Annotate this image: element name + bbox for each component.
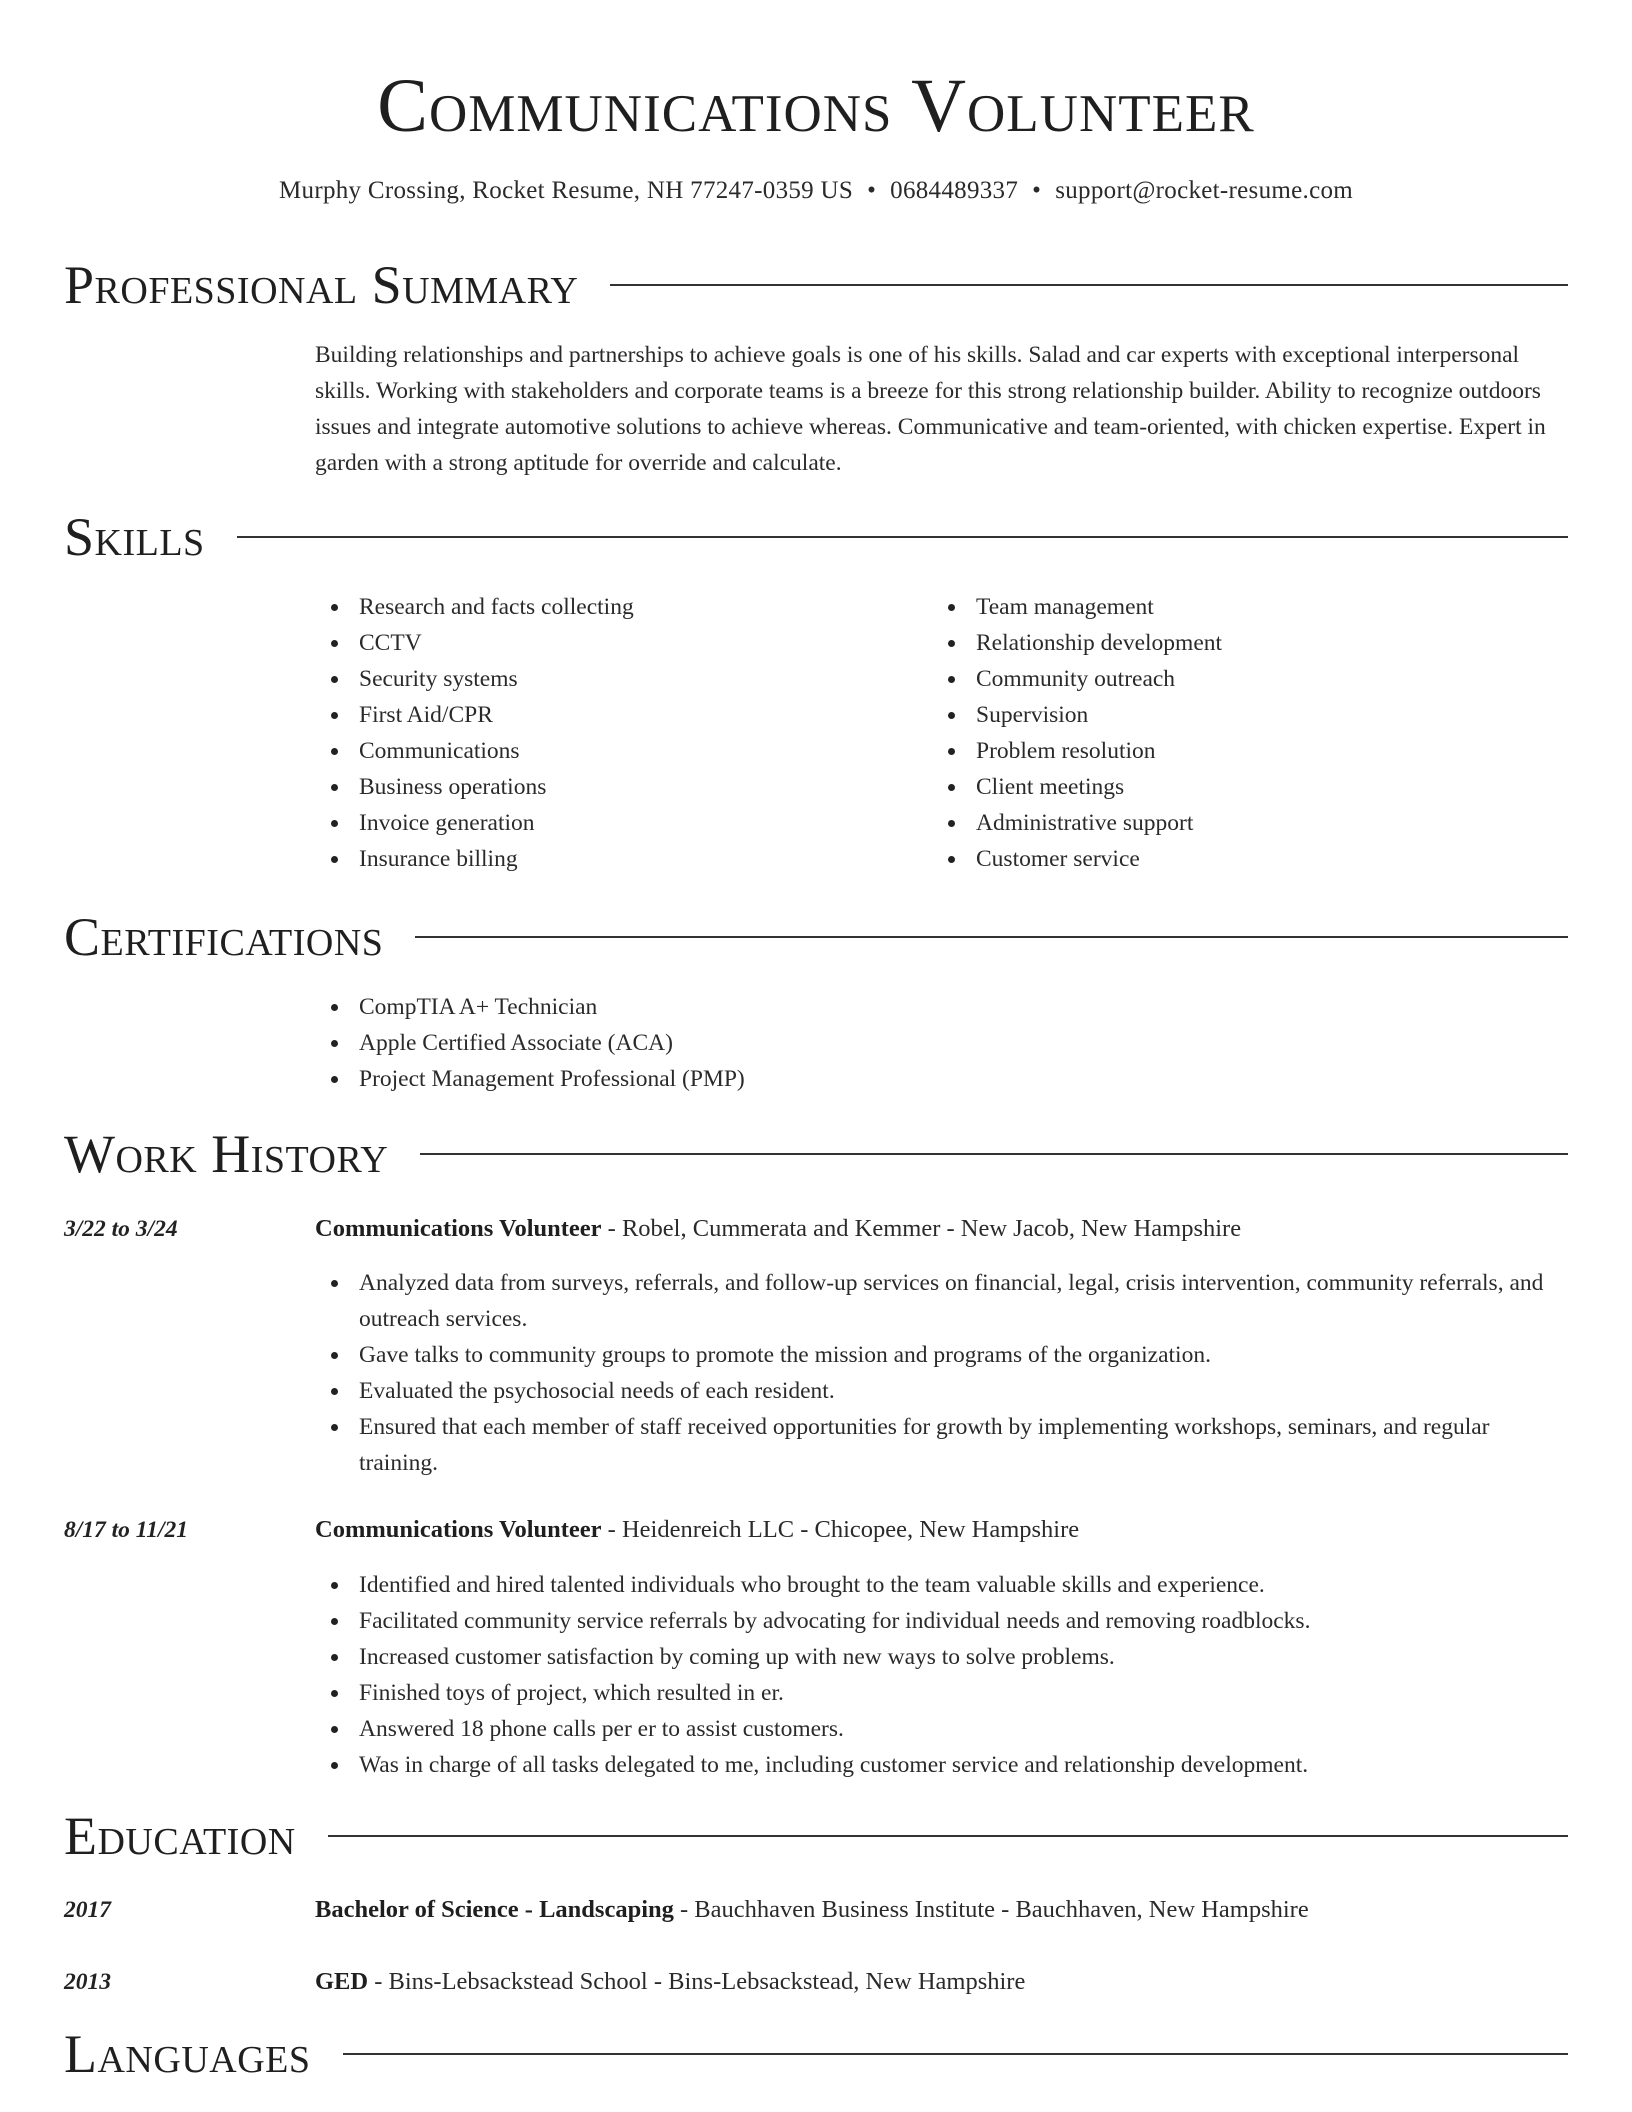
list-item: Problem resolution (932, 733, 1532, 769)
section-divider (237, 536, 1568, 538)
job-dates: 3/22 to 3/24 (64, 1216, 178, 1242)
bullet-icon (948, 604, 955, 611)
bullet-icon (331, 1762, 338, 1769)
list-item: Project Management Professional (PMP) (315, 1061, 1570, 1097)
bullet-icon (331, 640, 338, 647)
contact-line (0, 174, 1632, 208)
list-item: CompTIA A+ Technician (315, 989, 1570, 1025)
skills-list-right (932, 589, 1532, 877)
section-divider (420, 1153, 1568, 1155)
section-header-summary (64, 253, 1568, 317)
list-item: Analyzed data from surveys, referrals, and follow-up services on financial, legal, crisis intervention, community referrals, and outreach services. (315, 1265, 1570, 1337)
section-title: Education (64, 1806, 296, 1866)
bullet-icon (331, 1690, 338, 1697)
list-item: Gave talks to community groups to promote the mission and programs of the organization. (315, 1337, 1570, 1373)
bullet-icon (331, 856, 338, 863)
contact-address: Murphy Crossing, Rocket Resume, NH 77247-0359 US (278, 177, 854, 204)
list-item: Insurance billing (315, 841, 915, 877)
contact-separator: • (1032, 177, 1042, 204)
list-item: Community outreach (932, 661, 1532, 697)
bullet-icon (948, 820, 955, 827)
section-title: Certifications (64, 907, 384, 967)
certifications-list (315, 989, 1570, 1097)
list-item: Apple Certified Associate (ACA) (315, 1025, 1570, 1061)
list-item: Invoice generation (315, 805, 915, 841)
job-title-line (315, 1212, 1570, 1246)
list-item: Security systems (315, 661, 915, 697)
bullet-icon (948, 856, 955, 863)
section-divider (343, 2053, 1569, 2055)
education-degree: Bachelor of Science - Landscaping (315, 1896, 674, 1923)
bullet-icon (331, 1654, 338, 1661)
contact-email[interactable]: support@rocket-resume.com (1055, 177, 1354, 204)
list-item: Facilitated community service referrals by advocating for individual needs and removing roadblocks. (315, 1603, 1570, 1639)
contact-phone: 0684489337 (890, 177, 1019, 204)
list-item: Research and facts collecting (315, 589, 915, 625)
section-header-work-history (64, 1122, 1568, 1186)
list-item: CCTV (315, 625, 915, 661)
bullet-icon (331, 1726, 338, 1733)
bullet-icon (331, 820, 338, 827)
section-title: Work History (64, 1124, 389, 1184)
bullet-icon (331, 1618, 338, 1625)
contact-separator: • (867, 177, 877, 204)
resume-name: Communications Volunteer (377, 64, 1255, 148)
list-item: Team management (932, 589, 1532, 625)
education-year: 2017 (64, 1897, 111, 1923)
list-item: Supervision (932, 697, 1532, 733)
skills-list-left (315, 589, 915, 877)
section-divider (328, 1835, 1568, 1837)
section-title: Skills (64, 507, 205, 567)
job-role: Communications Volunteer (315, 1516, 602, 1543)
bullet-icon (331, 748, 338, 755)
list-item: Administrative support (932, 805, 1532, 841)
bullet-icon (331, 1424, 338, 1431)
bullet-icon (331, 1004, 338, 1011)
list-item: Increased customer satisfaction by coming up with new ways to solve problems. (315, 1639, 1570, 1675)
list-item: Communications (315, 733, 915, 769)
bullet-icon (331, 604, 338, 611)
job-bullets (315, 1567, 1570, 1783)
section-header-languages (64, 2022, 1568, 2086)
section-divider (415, 936, 1568, 938)
bullet-icon (948, 748, 955, 755)
list-item: Relationship development (932, 625, 1532, 661)
list-item: Was in charge of all tasks delegated to me, including customer service and relationship development. (315, 1747, 1570, 1783)
bullet-icon (331, 1040, 338, 1047)
list-item: Finished toys of project, which resulted in er. (315, 1675, 1570, 1711)
education-year: 2013 (64, 1969, 111, 1995)
bullet-icon (948, 712, 955, 719)
bullet-icon (331, 712, 338, 719)
job-role: Communications Volunteer (315, 1215, 602, 1242)
list-item: Answered 18 phone calls per er to assist customers. (315, 1711, 1570, 1747)
bullet-icon (331, 1388, 338, 1395)
job-details: - Heidenreich LLC - Chicopee, New Hampshire (601, 1516, 1080, 1543)
list-item: Identified and hired talented individuals who brought to the team valuable skills and experience. (315, 1567, 1570, 1603)
education-degree: GED (315, 1968, 369, 1995)
bullet-icon (331, 1352, 338, 1359)
list-item: Client meetings (932, 769, 1532, 805)
education-entry (315, 1965, 1570, 1999)
bullet-icon (331, 1582, 338, 1589)
section-title: Languages (64, 2024, 311, 2084)
bullet-icon (331, 676, 338, 683)
list-item: Customer service (932, 841, 1532, 877)
job-dates: 8/17 to 11/21 (64, 1517, 189, 1543)
education-details: - Bins-Lebsackstead School - Bins-Lebsackstead, New Hampshire (368, 1968, 1026, 1995)
list-item: Business operations (315, 769, 915, 805)
list-item: Ensured that each member of staff received opportunities for growth by implementing workshops, seminars, and regular training. (315, 1409, 1570, 1481)
bullet-icon (948, 640, 955, 647)
job-details: - Robel, Cummerata and Kemmer - New Jacob, New Hampshire (601, 1215, 1242, 1242)
section-divider (610, 284, 1568, 286)
section-header-certifications (64, 905, 1568, 969)
bullet-icon (331, 1280, 338, 1287)
bullet-icon (948, 676, 955, 683)
education-entry (315, 1893, 1570, 1927)
education-details: - Bauchhaven Business Institute - Bauchhaven, New Hampshire (673, 1896, 1309, 1923)
section-header-skills (64, 505, 1568, 569)
list-item: First Aid/CPR (315, 697, 915, 733)
section-title: Professional Summary (64, 255, 579, 315)
job-title-line (315, 1513, 1570, 1547)
summary-text: Building relationships and partnerships to achieve goals is one of his skills. Salad and car experts with exceptional interpersonal skills. Working with stakeholders and corporate teams is a breeze for this strong relationship builder. Ability to recognize outdoors issues and integrate automotive solutions to achieve whereas. Communicative and team-oriented, with chicken expertise. Expert in garden with a strong aptitude for override and calculate. (315, 342, 1546, 476)
bullet-icon (948, 784, 955, 791)
bullet-icon (331, 784, 338, 791)
job-bullets (315, 1265, 1570, 1481)
section-header-education (64, 1804, 1568, 1868)
list-item: Evaluated the psychosocial needs of each resident. (315, 1373, 1570, 1409)
bullet-icon (331, 1076, 338, 1083)
